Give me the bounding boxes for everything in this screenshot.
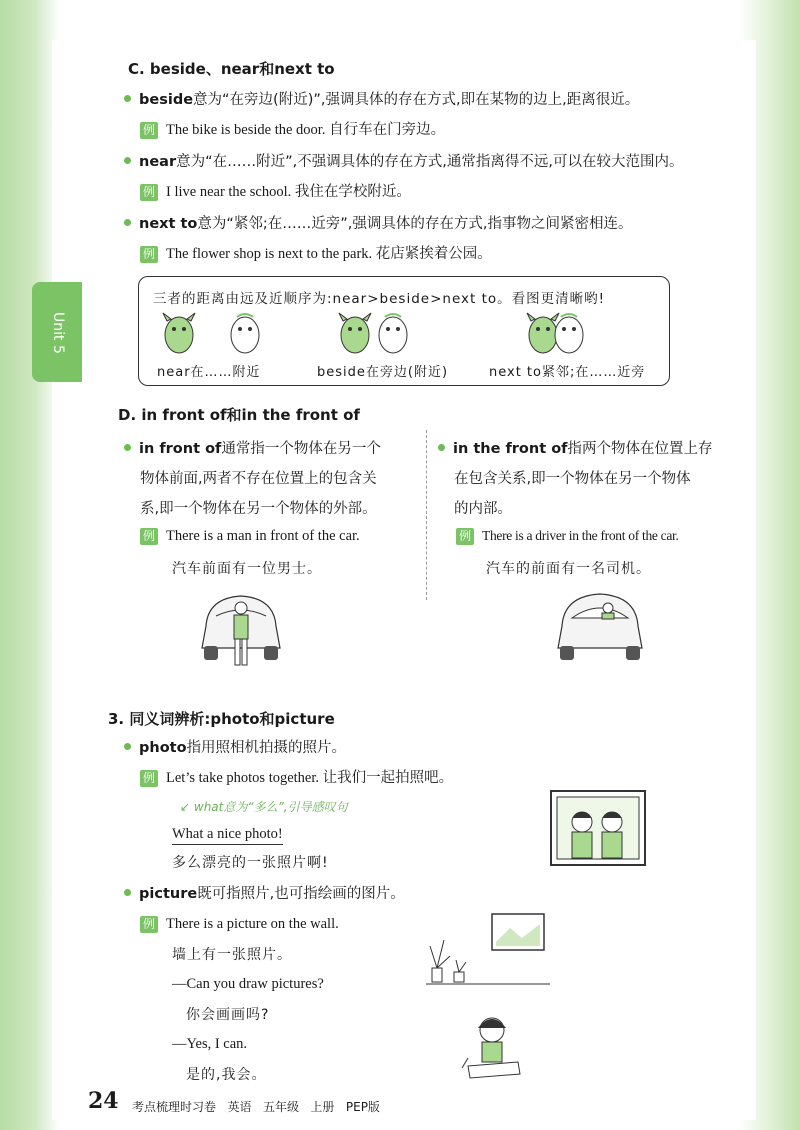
example-tag: 例	[140, 770, 158, 787]
next-to-bullet	[124, 214, 764, 234]
bullet-dot	[124, 219, 131, 226]
picture-bullet	[124, 884, 405, 904]
picture-question: —Can you draw pictures?	[172, 976, 324, 992]
in-the-front-of-example	[456, 526, 679, 546]
in-front-of-example-cn: 汽车前面有一位男士。	[172, 561, 322, 577]
beside-bullet	[124, 90, 764, 110]
girl-drawing-illustration	[458, 1008, 528, 1080]
example-tag: 例	[140, 916, 158, 933]
near-label: near在……附近	[157, 365, 261, 380]
wall-picture-illustration	[426, 910, 556, 994]
next-to-desc: 意为“紧邻;在……近旁”,强调具体的存在方式,指事物之间紧密相连。	[197, 216, 633, 232]
photo-example	[140, 768, 453, 788]
photo-bullet	[124, 738, 346, 758]
beside-label: beside在旁边(附近)	[317, 365, 449, 380]
column-divider	[426, 430, 427, 600]
monster-white-icon	[555, 314, 583, 353]
near-illustration	[157, 311, 267, 357]
in-front-of-example-text: There is a man in front of the car.	[166, 528, 360, 544]
monster-green-icon	[163, 313, 195, 353]
picture-example-text: There is a picture on the wall.	[166, 916, 339, 932]
page-number: 24	[88, 1088, 119, 1114]
car-icon	[558, 594, 642, 660]
photo-desc: 指用照相机拍摄的照片。	[186, 740, 347, 756]
section-c-title: C. beside、near和next to	[128, 60, 335, 78]
near-bullet	[124, 152, 764, 172]
in-front-of-desc-3: 系,即一个物体在另一个物体的外部。	[140, 501, 377, 517]
sheet	[52, 40, 756, 1120]
beside-illustration	[335, 311, 415, 357]
footer-grade: 五年级	[262, 1100, 299, 1114]
in-the-front-of-bullet	[438, 434, 738, 524]
beside-keyword: beside	[139, 92, 194, 108]
in-the-front-of-desc-1: 指两个物体在位置上存	[567, 441, 713, 457]
example-tag: 例	[140, 528, 158, 545]
in-front-of-keyword: in front of	[139, 441, 222, 457]
picture-desc: 既可指照片,也可指绘画的图片。	[197, 886, 405, 902]
in-front-of-bullet	[124, 434, 414, 524]
picture-example-cn: 墙上有一张照片。	[172, 947, 292, 963]
picture-question-cn: 你会画画吗?	[186, 1007, 270, 1023]
in-the-front-of-desc-2: 在包含关系,即一个物体在另一个物体	[454, 471, 691, 487]
next-to-label: next to紧邻;在……近旁	[489, 365, 646, 380]
bullet-dot	[124, 157, 131, 164]
in-front-of-desc-1: 通常指一个物体在另一个	[221, 441, 381, 457]
monster-white-icon	[231, 314, 259, 353]
boy-icon	[602, 812, 622, 858]
in-the-front-of-example-text: There is a driver in the front of the car.	[482, 528, 679, 543]
man-icon	[234, 602, 248, 665]
picture-example	[140, 914, 339, 934]
bullet-dot	[124, 743, 131, 750]
bullet-dot	[124, 95, 131, 102]
next-to-illustration	[525, 311, 589, 357]
beside-example	[140, 120, 445, 140]
picture-keyword: picture	[139, 886, 198, 902]
in-front-of-example	[140, 526, 360, 546]
wall-picture-icon	[492, 914, 544, 950]
boy-icon	[572, 812, 592, 858]
picture-answer: —Yes, I can.	[172, 1036, 248, 1052]
driver-in-car-illustration	[552, 586, 648, 666]
girl-icon	[478, 1018, 506, 1062]
man-in-front-of-car-illustration	[196, 586, 286, 670]
handwritten-note	[180, 798, 348, 815]
near-desc: 意为“在……附近”,不强调具体的存在方式,通常指离得不远,可以在较大范围内。	[176, 154, 684, 170]
beside-desc: 意为“在旁边(附近)”,强调具体的存在方式,即在某物的边上,距离很近。	[193, 92, 640, 108]
next-to-keyword: next to	[139, 216, 198, 232]
unit-tab-label: Unit 5	[50, 312, 66, 354]
in-front-of-desc-2: 物体前面,两者不存在位置上的包含关	[140, 471, 377, 487]
photo-example-2: What a nice photo!	[172, 824, 283, 845]
bullet-dot	[124, 889, 131, 896]
photo-keyword: photo	[139, 740, 187, 756]
section-d-title: D. in front of和in the front of	[118, 406, 360, 424]
example-tag: 例	[140, 246, 158, 263]
section-3-title: 3. 同义词辨析:photo和picture	[108, 710, 335, 728]
driver-icon	[602, 603, 614, 619]
photo-example-text: Let’s take photos together. 让我们一起拍照吧。	[166, 770, 454, 786]
bullet-dot	[438, 444, 445, 451]
handwritten-note-text: what意为“多么”,引导感叹句	[193, 800, 348, 814]
example-tag: 例	[456, 528, 474, 545]
monster-green-icon	[527, 313, 559, 353]
near-example-text: I live near the school. 我住在学校附近。	[166, 184, 411, 200]
footer-series: 考点梳理时习卷	[132, 1100, 217, 1114]
beside-example-text: The bike is beside the door. 自行车在门旁边。	[166, 122, 446, 138]
near-example	[140, 182, 411, 202]
in-the-front-of-desc-3: 的内部。	[454, 501, 512, 517]
distance-comparison-box	[138, 276, 670, 386]
footer-term: 上册	[310, 1100, 335, 1114]
unit-tab	[32, 282, 82, 382]
plant-icon	[430, 940, 466, 982]
in-the-front-of-keyword: in the front of	[453, 441, 568, 457]
monster-green-icon	[339, 313, 371, 353]
framed-photo-illustration	[550, 790, 646, 866]
monster-white-icon	[379, 314, 407, 353]
photo-example-2-cn: 多么漂亮的一张照片啊!	[172, 855, 329, 871]
in-the-front-of-example-cn: 汽车的前面有一名司机。	[486, 561, 651, 577]
near-keyword: near	[139, 154, 177, 170]
bullet-dot	[124, 444, 131, 451]
example-tag: 例	[140, 184, 158, 201]
note-arrow-icon: ↙	[180, 800, 194, 814]
footer-subject: 英语	[227, 1100, 252, 1114]
picture-answer-cn: 是的,我会。	[186, 1067, 267, 1083]
footer-edition: PEP版	[345, 1100, 380, 1114]
next-to-example	[140, 244, 492, 264]
example-tag: 例	[140, 122, 158, 139]
footer-info	[132, 1098, 380, 1115]
distance-caption: 三者的距离由远及近顺序为:near>beside>next to。看图更清晰哟!	[153, 291, 606, 307]
next-to-example-text: The flower shop is next to the park. 花店紧挨着公园。	[166, 246, 492, 262]
